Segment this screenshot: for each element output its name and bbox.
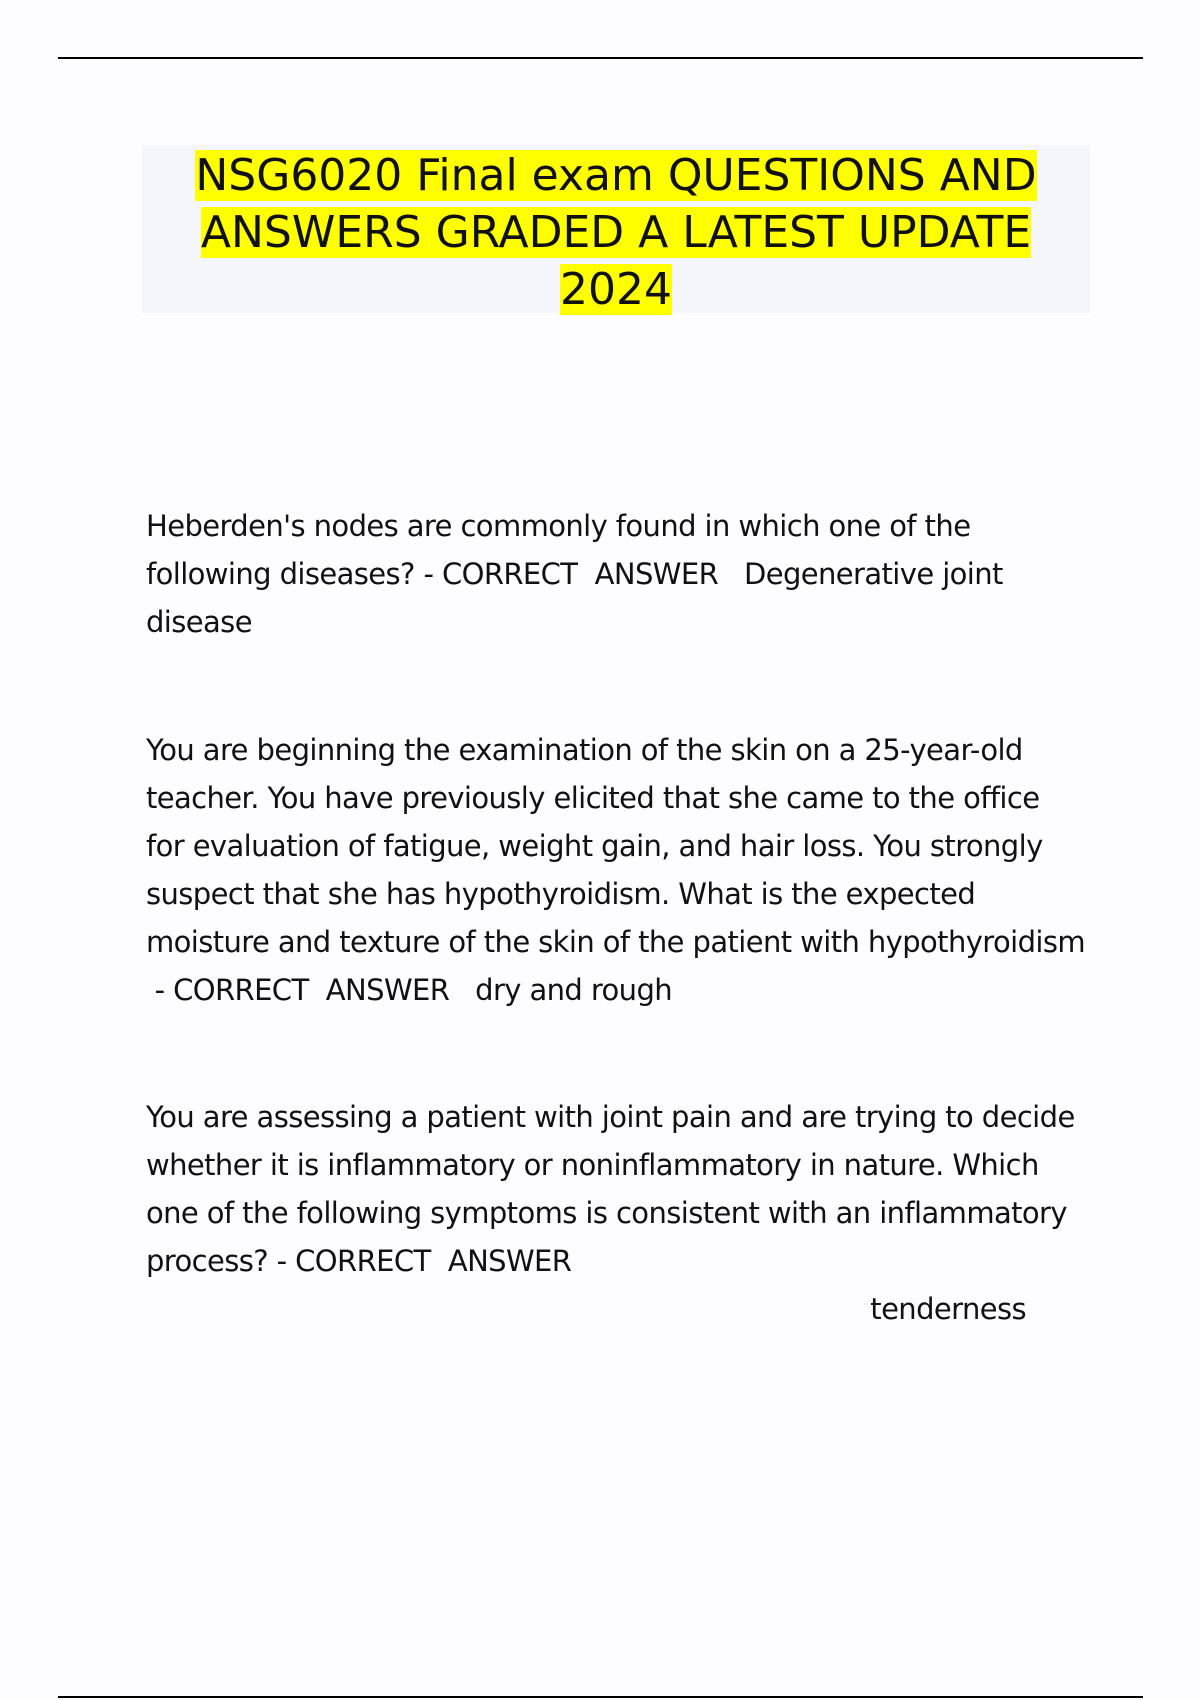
qa-item <box>146 726 1086 1014</box>
question-text: You are beginning the examination of the skin on a 25-year-old teacher. You have previously elicited that she came to the office for evaluation of fatigue, weight gain, and hair loss. You strongly suspect that she has hypothyroidism. What is the expected moisture and texture of the skin of the patient with hypothyroidism <box>146 733 1085 959</box>
qa-paragraph <box>146 1093 1086 1285</box>
qa-item <box>146 502 1086 646</box>
document-title <box>142 145 1090 318</box>
qa-item <box>146 1093 1086 1333</box>
answer-marker: - CORRECT ANSWER <box>146 973 476 1007</box>
answer-text: dry and rough <box>475 973 673 1007</box>
qa-paragraph <box>146 726 1086 1014</box>
answer-text: tenderness <box>870 1292 1026 1326</box>
title-highlight: NSG6020 Final exam QUESTIONS AND ANSWERS GRADED A LATEST UPDATE 2024 <box>195 150 1037 315</box>
answer-text: Degenerative joint disease <box>146 557 1003 639</box>
top-rule <box>58 57 1143 59</box>
answer-marker: - CORRECT ANSWER <box>268 1244 572 1278</box>
question-text: Heberden's nodes are commonly found in which one of the following diseases? <box>146 509 971 591</box>
qa-paragraph <box>146 502 1086 646</box>
question-text: You are assessing a patient with joint pain and are trying to decide whether it is inflammatory or noninflammatory in nature. Which one of the following symptoms is consistent with an inflammatory process? <box>146 1100 1075 1278</box>
bottom-rule <box>58 1696 1143 1698</box>
answer-marker: - CORRECT ANSWER <box>414 557 744 591</box>
title-block <box>142 145 1090 313</box>
